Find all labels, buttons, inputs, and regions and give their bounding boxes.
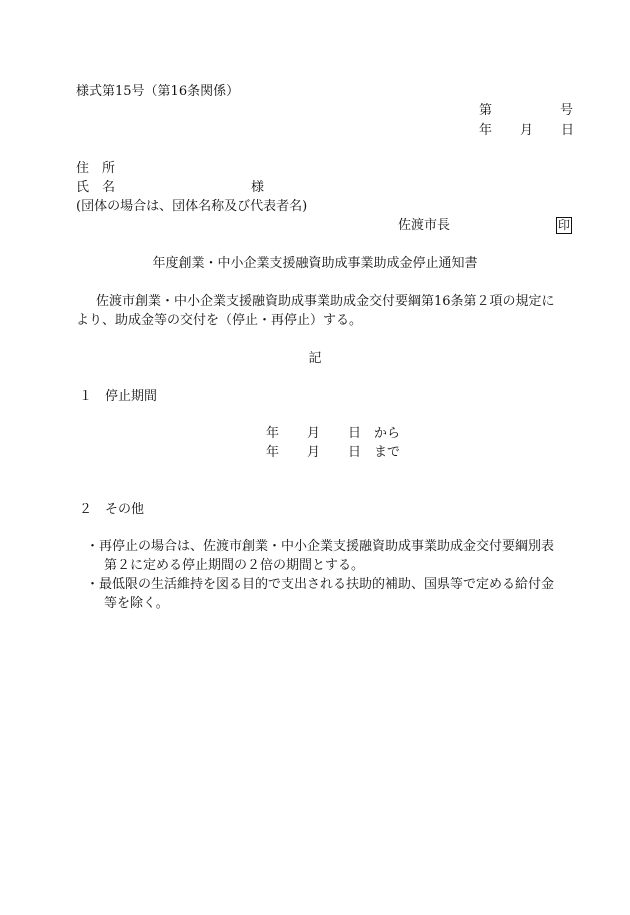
- document-title: 年度創業・中小企業支援融資助成事業助成金停止通知書: [152, 256, 478, 271]
- from-year: 年: [266, 426, 280, 441]
- honorific: 様: [251, 180, 265, 195]
- form-number: 様式第15号（第16条関係）: [76, 84, 240, 99]
- to-suffix: まで: [374, 445, 401, 460]
- note1-line-1: ・再停止の場合は、佐渡市創業・中小企業支援融資助成事業助成金交付要綱別表: [86, 539, 555, 554]
- ki-mark: 記: [308, 351, 322, 366]
- section1-heading: １ 停止期間: [79, 389, 158, 404]
- to-month: 月: [307, 445, 321, 460]
- body-line-2: より、助成金等の交付を（停止・再停止）する。: [76, 313, 363, 328]
- address-label: 住 所: [76, 161, 116, 176]
- date-year: 年: [479, 123, 493, 138]
- seal-mark: [556, 216, 572, 235]
- to-day: 日: [348, 445, 362, 460]
- number-suffix: 号: [560, 103, 574, 118]
- section2-heading: ２ その他: [79, 502, 145, 517]
- body-line-1: 佐渡市創業・中小企業支援融資助成事業助成金交付要綱第16条第２項の規定に: [96, 294, 555, 309]
- from-day: 日: [348, 426, 362, 441]
- note1-line-2: 第２に定める停止期間の２倍の期間とする。: [104, 558, 365, 573]
- note2-line-1: ・最低限の生活維持を図る目的で支出される扶助的補助、国県等で定める給付金: [86, 577, 555, 592]
- date-month: 月: [520, 123, 534, 138]
- seal-box: 印: [558, 218, 571, 232]
- note2-line-2: 等を除く。: [104, 596, 169, 611]
- from-suffix: から: [374, 426, 401, 441]
- issuer-name: 佐渡市長: [398, 218, 451, 233]
- from-month: 月: [307, 426, 321, 441]
- name-label: 氏 名: [76, 180, 116, 195]
- org-note: (団体の場合は、団体名称及び代表者名): [76, 199, 308, 214]
- to-year: 年: [266, 445, 280, 460]
- number-prefix: 第: [479, 103, 493, 118]
- date-day: 日: [561, 123, 575, 138]
